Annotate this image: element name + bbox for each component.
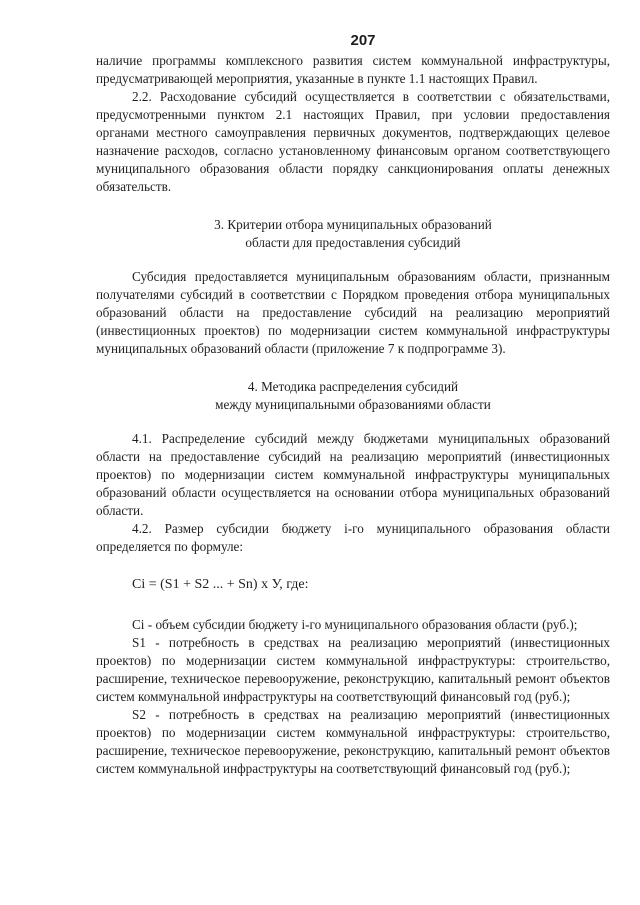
section-3-heading-line-2: области для предоставления субсидий [245,235,461,250]
paragraph-4-2: 4.2. Размер субсидии бюджету i-го муниципального образования области определяется по формуле: [96,521,610,554]
paragraph-2-2: 2.2. Расходование субсидий осуществляется в соответствии с обязательствами, предусмотренными пунктом 2.1 настоящих Правил, при условии предоставления органами местного самоуправления первичных документов, подтверждающих целевое назначение расходов, согласно установленному финансовым органом соответствующего муниципального образования области порядку санкционирования оплаты денежных обязательств. [96,89,610,194]
section-4-heading-line-1: 4. Методика распределения субсидий [247,379,459,394]
definition-s1: S1 - потребность в средствах на реализацию мероприятий (инвестиционных проектов) по модернизации систем коммунальной инфраструктуры: строительство, расширение, техническое перевооружение, реконструкцию, капитальный ремонт объектов систем коммунальной инфраструктуры на соответствующий финансовый год (руб.); [96,635,610,704]
paragraph-continuation: наличие программы комплексного развития систем коммунальной инфраструктуры, предусматривающей мероприятия, указанные в пункте 1.1 настоящих Правил. [96,53,610,86]
section-3-heading-line-1: 3. Критерии отбора муниципальных образований [214,217,492,232]
section-3-heading [96,216,610,252]
definition-s2: S2 - потребность в средствах на реализацию мероприятий (инвестиционных проектов) по модернизации систем коммунальной инфраструктуры: строительство, расширение, техническое перевооружение, реконструкцию, капитальный ремонт объектов систем коммунальной инфраструктуры на соответствующий финансовый год (руб.); [96,707,610,776]
definition-ci: Ci - объем субсидии бюджету i-го муниципального образования области (руб.); [132,617,578,632]
formula: Ci = (S1 + S2 ... + Sn) х У, где: [132,577,309,592]
paragraph-4-1: 4.1. Распределение субсидий между бюджетами муниципальных образований области на предоставление субсидий на реализацию мероприятий (инвестиционных проектов) по модернизации систем коммунальной инфраструктуры муниципальных образований области осуществляется на основании отбора муниципальных образований области. [96,431,610,518]
page-number: 207 [350,32,376,49]
section-4-heading [96,378,610,414]
section-3-text: Субсидия предоставляется муниципальным образованиям области, признанным получателями субсидий в соответствии с Порядком проведения отбора муниципальных образований области на предоставление субсидий на реализацию мероприятий (инвестиционных проектов) по модернизации систем коммунальной инфраструктуры муниципальных образований области (приложение 7 к подпрограмме 3). [96,269,610,356]
section-4-heading-line-2: между муниципальными образованиями области [215,397,491,412]
